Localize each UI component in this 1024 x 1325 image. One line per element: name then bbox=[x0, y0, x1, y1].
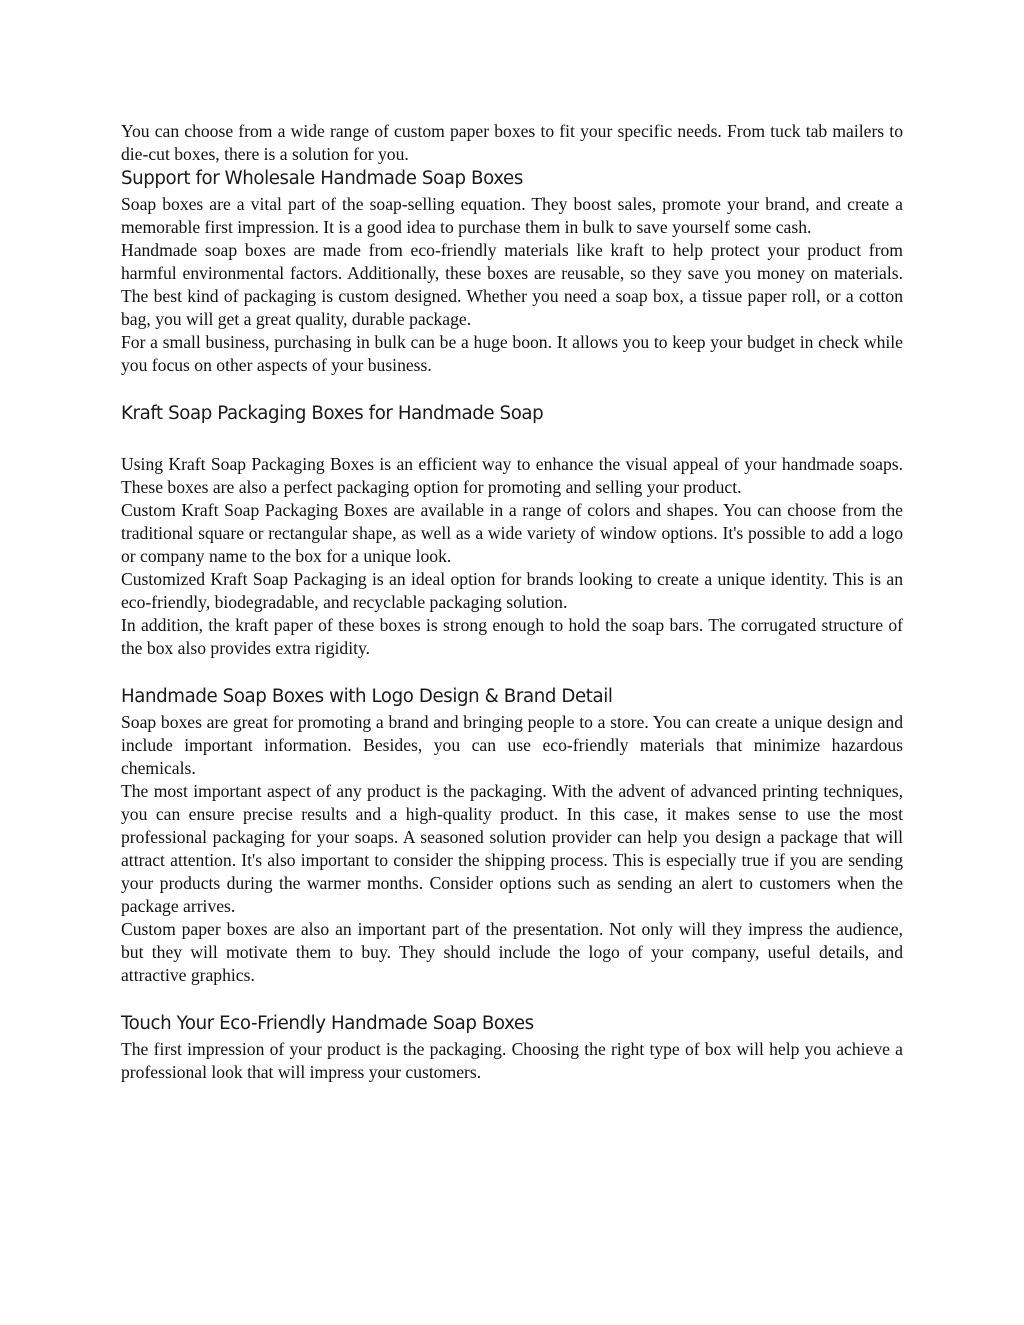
section-heading: Touch Your Eco-Friendly Handmade Soap Boxes bbox=[121, 1013, 534, 1034]
paragraph: Using Kraft Soap Packaging Boxes is an efficient way to enhance the visual appeal of your handmade soaps. These boxes are also a perfect packaging option for promoting and selling your product. bbox=[121, 454, 903, 497]
paragraph: Custom Kraft Soap Packaging Boxes are available in a range of colors and shapes. You can choose from the traditional square or rectangular shape, as well as a wide variety of window options. It's possible to add a logo or company name to the box for a unique look. bbox=[121, 500, 903, 566]
section-eco-friendly-soap-boxes bbox=[121, 1011, 903, 1084]
section-heading: Kraft Soap Packaging Boxes for Handmade Soap bbox=[121, 403, 544, 424]
intro-paragraph: You can choose from a wide range of custom paper boxes to fit your specific needs. From tuck tab mailers to die-cut boxes, there is a solution for you. bbox=[121, 121, 903, 164]
section-heading: Support for Wholesale Handmade Soap Boxes bbox=[121, 168, 523, 189]
section-wholesale-soap-boxes bbox=[121, 166, 903, 377]
paragraph: Custom paper boxes are also an important part of the presentation. Not only will they impress the audience, but they will motivate them to buy. They should include the logo of your company, useful details, and attractive graphics. bbox=[121, 919, 903, 985]
paragraph: For a small business, purchasing in bulk can be a huge boon. It allows you to keep your budget in check while you focus on other aspects of your business. bbox=[121, 332, 903, 375]
section-kraft-soap-packaging bbox=[121, 401, 903, 660]
paragraph: The first impression of your product is the packaging. Choosing the right type of box will help you achieve a professional look that will impress your customers. bbox=[121, 1039, 903, 1082]
paragraph: Soap boxes are great for promoting a brand and bringing people to a store. You can create a unique design and include important information. Besides, you can use eco-friendly materials that minimize hazardous chemicals. bbox=[121, 712, 903, 778]
paragraph: Handmade soap boxes are made from eco-friendly materials like kraft to help protect your product from harmful environmental factors. Additionally, these boxes are reusable, so they save you money on materials. The best kind of packaging is custom designed. Whether you need a soap box, a tissue paper roll, or a cotton bag, you will get a great quality, durable package. bbox=[121, 240, 903, 329]
section-logo-design-brand-detail bbox=[121, 684, 903, 987]
section-heading: Handmade Soap Boxes with Logo Design & Brand Detail bbox=[121, 686, 613, 707]
paragraph: Customized Kraft Soap Packaging is an ideal option for brands looking to create a unique identity. This is an eco-friendly, biodegradable, and recyclable packaging solution. bbox=[121, 569, 903, 612]
document-page bbox=[121, 120, 903, 1108]
paragraph: In addition, the kraft paper of these boxes is strong enough to hold the soap bars. The corrugated structure of the box also provides extra rigidity. bbox=[121, 615, 903, 658]
paragraph: Soap boxes are a vital part of the soap-selling equation. They boost sales, promote your brand, and create a memorable first impression. It is a good idea to purchase them in bulk to save yourself some cash. bbox=[121, 194, 903, 237]
paragraph: The most important aspect of any product is the packaging. With the advent of advanced printing techniques, you can ensure precise results and a high-quality product. In this case, it makes sense to use the most professional packaging for your soaps. A seasoned solution provider can help you design a package that will attract attention. It's also important to consider the shipping process. This is especially true if you are sending your products during the warmer months. Consider options such as sending an alert to customers when the package arrives. bbox=[121, 781, 903, 916]
